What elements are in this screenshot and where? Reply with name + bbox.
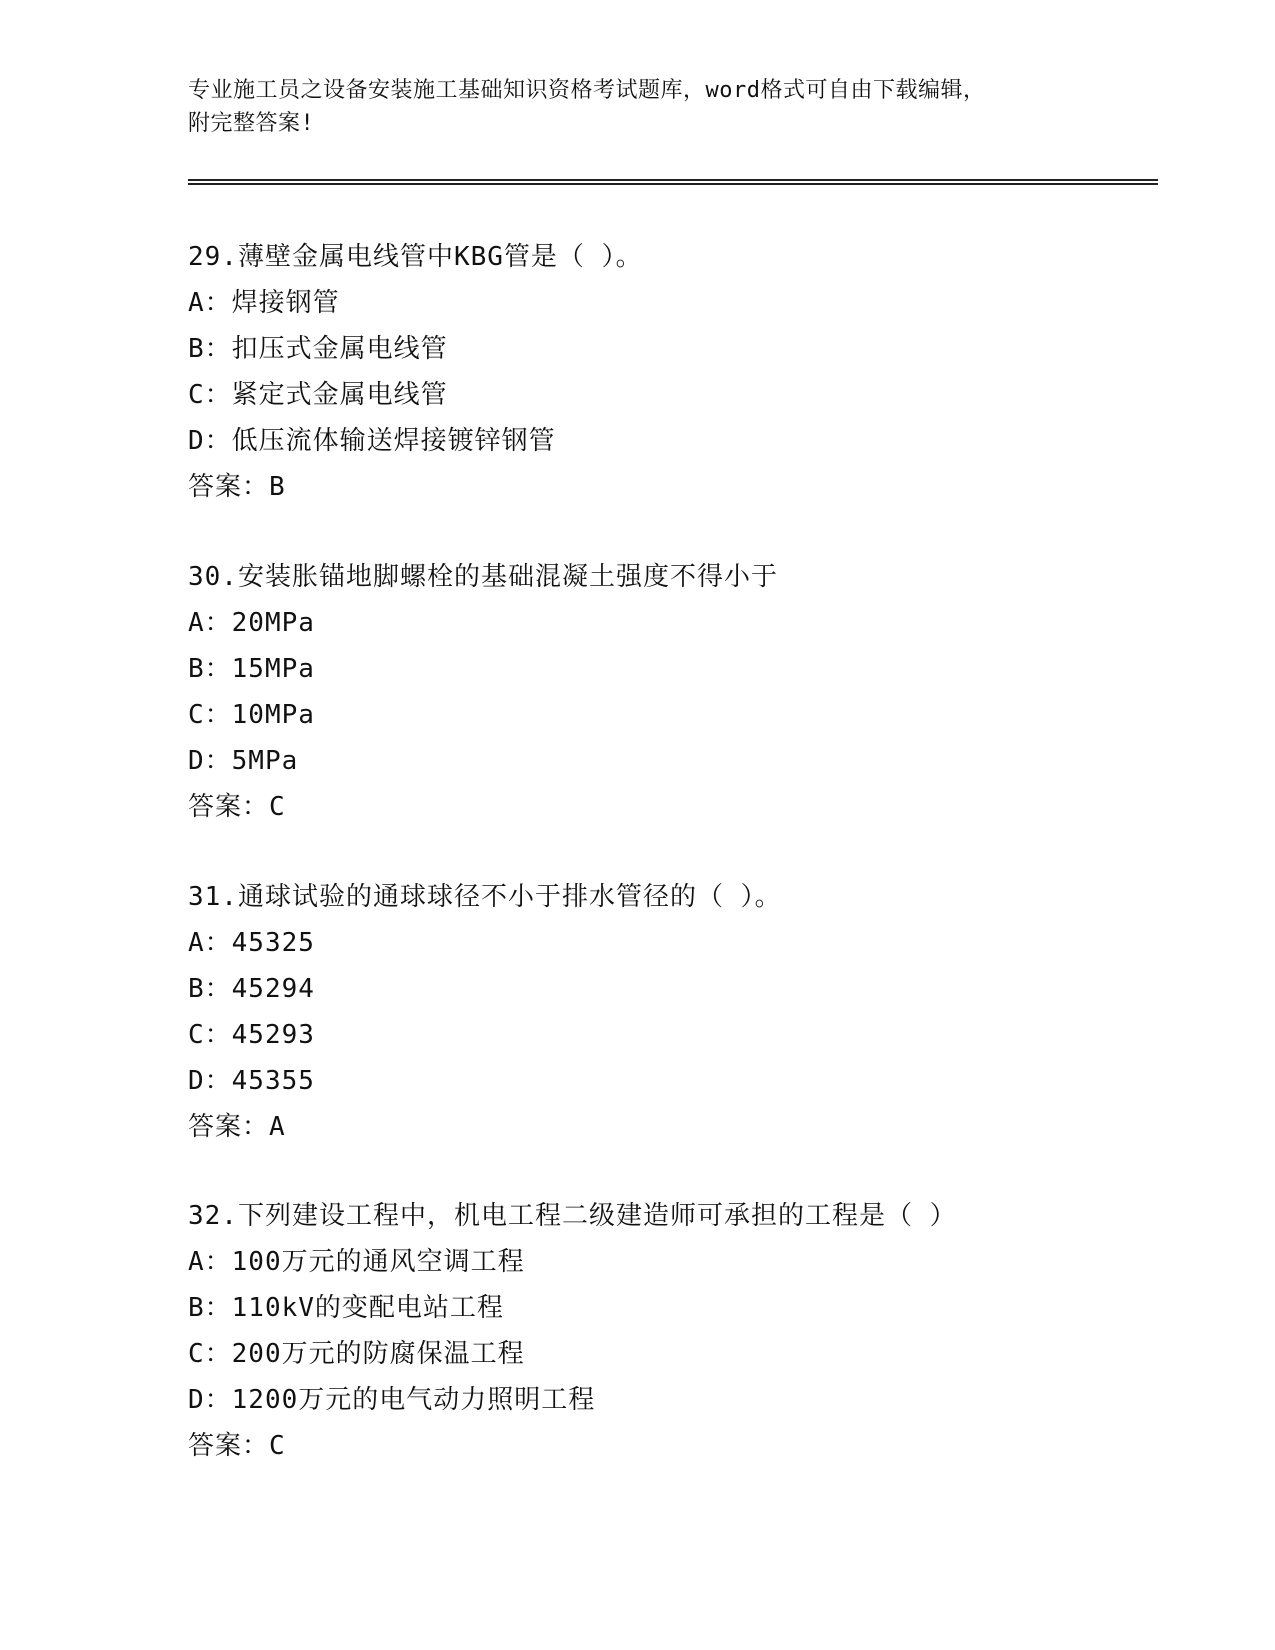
question-32 [188,1193,1188,1469]
question-title: 31.通球试验的通球球径不小于排水管径的（ ）。 [188,882,782,912]
option-d: D：1200万元的电气动力照明工程 [188,1385,596,1415]
header-divider-top [188,179,1158,181]
answer-value: C [269,792,286,822]
answer-label: 答案： [188,792,270,822]
answer [188,1423,1188,1469]
option-d: D：低压流体输送焊接镀锌钢管 [188,426,556,456]
option-c: C：紧定式金属电线管 [188,380,448,410]
option-b: B：45294 [188,974,315,1004]
answer-label: 答案： [188,1431,270,1461]
question-title: 30.安装胀锚地脚螺栓的基础混凝土强度不得小于 [188,562,778,592]
option-b: B：扣压式金属电线管 [188,334,448,364]
option-d: D：45355 [188,1066,315,1096]
answer [188,464,1188,510]
answer-value: C [269,1431,286,1461]
header-line-2: 附完整答案! [188,111,315,136]
option-b: B：15MPa [188,654,315,684]
question-30 [188,554,1188,830]
answer [188,1104,1188,1150]
answer-label: 答案： [188,472,270,502]
option-c: C：10MPa [188,700,315,730]
option-c: C：45293 [188,1020,315,1050]
document-header [188,74,1088,140]
option-d: D：5MPa [188,746,299,776]
answer-value: A [269,1112,286,1142]
option-a: A：20MPa [188,608,315,638]
option-c: C：200万元的防腐保温工程 [188,1339,525,1369]
option-a: A：100万元的通风空调工程 [188,1247,525,1277]
option-a: A：焊接钢管 [188,288,340,318]
question-29 [188,234,1188,510]
question-title: 29.薄壁金属电线管中KBG管是（ ）。 [188,242,643,272]
question-title: 32.下列建设工程中，机电工程二级建造师可承担的工程是（ ） [188,1201,957,1231]
option-a: A：45325 [188,928,315,958]
answer-value: B [269,472,286,502]
option-b: B：110kV的变配电站工程 [188,1293,504,1323]
question-31 [188,874,1188,1150]
header-divider-bottom [188,183,1158,185]
answer [188,784,1188,830]
answer-label: 答案： [188,1112,270,1142]
header-line-1: 专业施工员之设备安装施工基础知识资格考试题库，word格式可自由下载编辑， [188,78,986,103]
